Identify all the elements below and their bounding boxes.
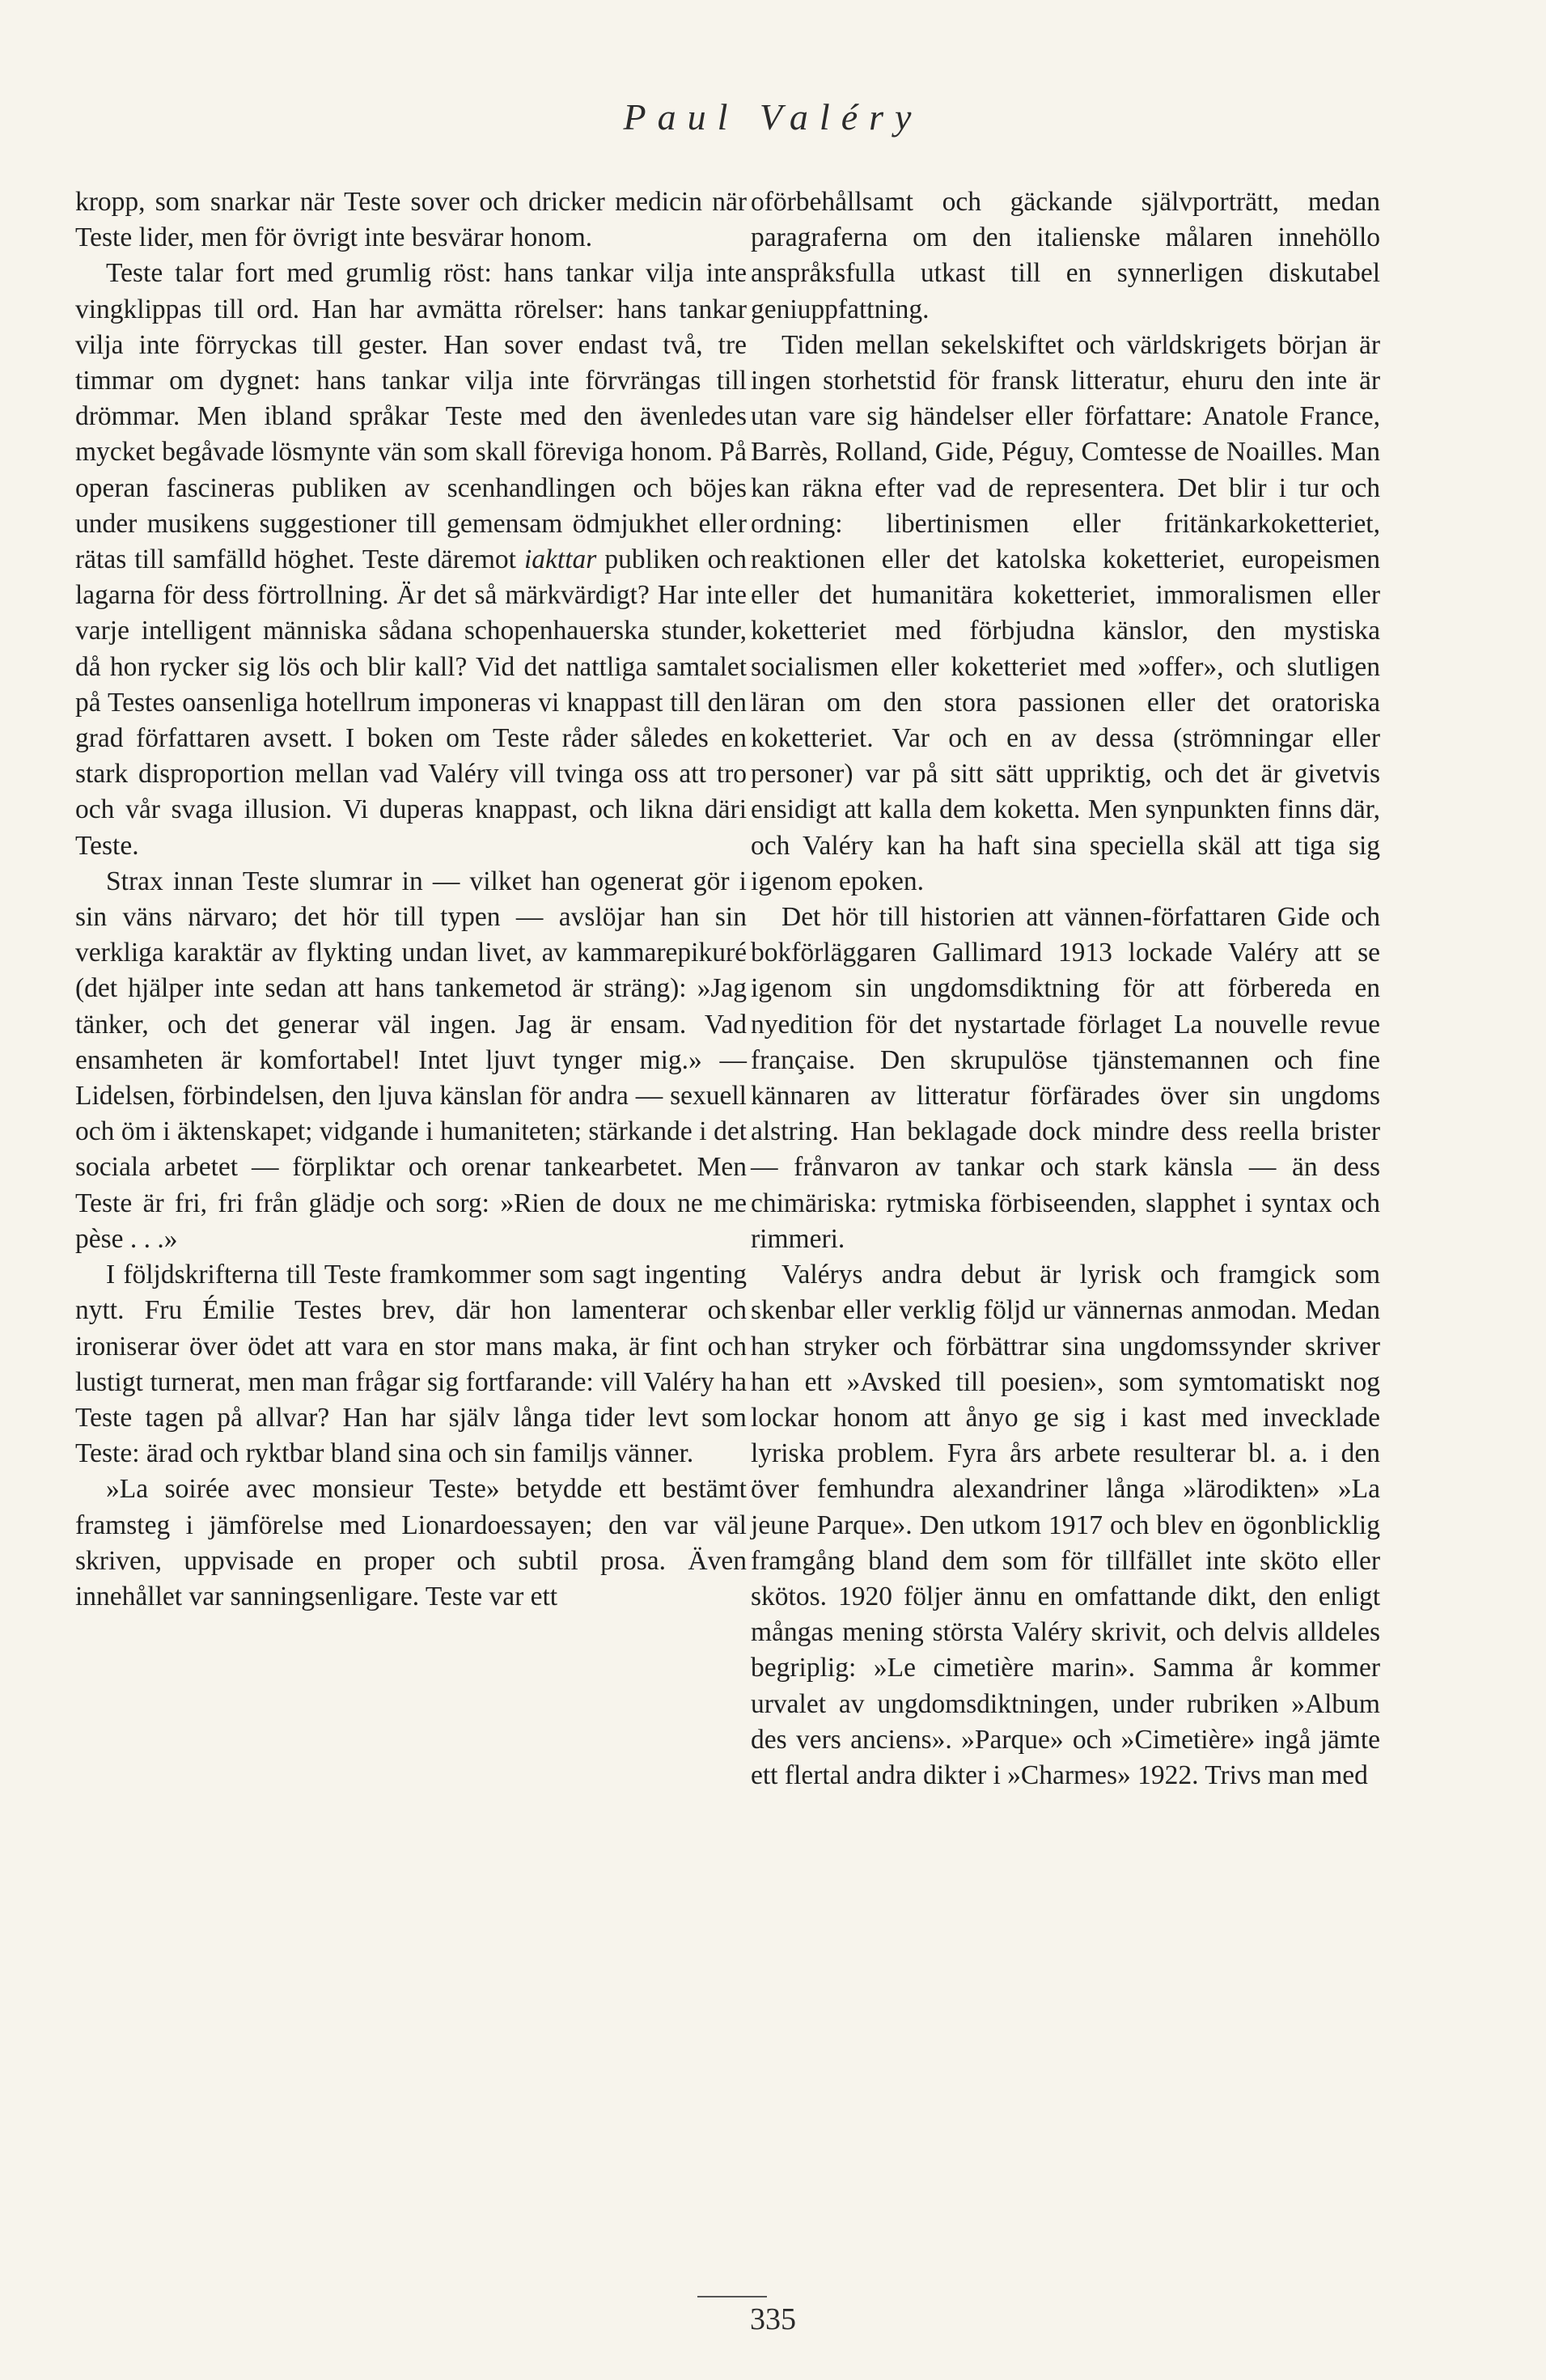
page-number-rule bbox=[697, 2296, 767, 2297]
paragraph: oförbehållsamt och gäckande självporträtt, medan paragraferna om den italienske målaren innehöllo anspråksfulla utkast till en synnerligen diskutabel geniuppfattning. bbox=[751, 187, 1380, 324]
running-header: Paul Valéry bbox=[623, 96, 923, 138]
paragraph: Tiden mellan sekelskiftet och världskrigets början är ingen storhetstid för fransk litteratur, ehuru den inte är utan vare sig händelser eller författare: Anatole France, Barrès, Rolland, Gide, Péguy, Comtesse de Noailles. Man kan räkna efter vad de representera. Det blir i tur och ordning: libertinismen eller fritänkarkoketteriet, reaktionen eller det katolska koketteriet, europeismen eller det humanitära koketteriet, immoralismen eller koketteriet med förbjudna känslor, den mystiska socialismen eller koketteriet med »offer», och slutligen läran om den stora passionen eller det oratoriska koketteriet. Var och en av dessa (strömningar eller personer) var på sitt sätt uppriktig, och det är givetvis ensidigt att kalla dem koketta. Men synpunkten finns där, och Valéry kan ha haft sina speciella skäl att tiga sig igenom epoken. bbox=[751, 329, 1380, 896]
page-number: 335 bbox=[750, 2302, 796, 2336]
paragraph: Valérys andra debut är lyrisk och framgick som skenbar eller verklig följd ur vännernas anmodan. Medan han stryker och förbättrar sina ungdomssynder skriver han ett »Avsked till poesien», som symtomatiskt nog lockar honom att ånyo ge sig i kast med invecklade lyriska problem. Fyra års arbete resulterar bl. a. i den över femhundra alexandriner långa »lärodikten» »La jeune Parque». Den utkom 1917 och blev en ögonblicklig framgång bland dem som för tillfället inte sköto eller skötos. 1920 följer ännu en omfattande dikt, den enligt mångas mening största Valéry skrivit, och delvis alldeles begriplig: »Le cimetière marin». Samma år kommer urvalet av ungdomsdiktningen, under rubriken »Album des vers anciens». »Parque» och »Cimetière» ingå jämte ett flertal andra dikter i »Charmes» 1922. Trivs man med bbox=[751, 1260, 1380, 1790]
paragraph: Strax innan Teste slumrar in — vilket han ogenerat gör i sin väns närvaro; det hör till typen — avslöjar han sin verkliga karaktär av flykting undan livet, av kammarepikuré (det hjälper inte sedan att hans tankemetod är sträng): »Jag tänker, och det generar väl ingen. Jag är ensam. Vad ensamheten är komfortabel! Intet ljuvt tynger mig.» — Lidelsen, förbindelsen, den ljuva känslan för andra — sexuell och öm i äktenskapet; vidgande i humaniteten; stärkande i det sociala arbetet — förpliktar och orenar tankearbetet. Men Teste är fri, fri från glädje och sorg: »Rien de doux ne me pèse . . .» bbox=[75, 866, 747, 1254]
paragraph: I följdskrifterna till Teste framkommer som sagt ingenting nytt. Fru Émilie Testes brev, där hon lamenterar och ironiserar över ödet att vara en stor mans maka, är fint och lustigt turnerat, men man frågar sig fortfarande: vill Valéry ha Teste tagen på allvar? Han har själv långa tider levt som Teste: ärad och ryktbar bland sina och sin familjs vänner. bbox=[75, 1260, 747, 1469]
paragraph: kropp, som snarkar när Teste sover och dricker medicin när Teste lider, men för övrigt inte besvärar honom. bbox=[75, 187, 747, 253]
paragraph: Det hör till historien att vännen-författaren Gide och bokförläggaren Gallimard 1913 lockade Valéry att se igenom sin ungdomsdiktning för att förbereda en nyedition för det nystartade förlaget La nouvelle revue française. Den skrupulöse tjänstemannen och fine kännaren av litteratur förfärades över sin ungdoms alstring. Han beklagade dock mindre dess reella brister — frånvaron av tankar och stark känsla — än dess chimäriska: rytmiska förbiseenden, slapphet i syntax och rimmeri. bbox=[751, 902, 1380, 1254]
paragraph bbox=[75, 256, 747, 863]
left-column bbox=[75, 184, 747, 1615]
paragraph: »La soirée avec monsieur Teste» betydde ett bestämt framsteg i jämförelse med Lionardoessayen; den var väl skriven, uppvisade en proper och subtil prosa. Även innehållet var sanningsenligare. Teste var ett bbox=[75, 1474, 747, 1611]
right-column bbox=[751, 184, 1380, 1793]
italic-word: iakttar bbox=[523, 544, 597, 575]
paragraph-text: Teste talar fort med grumlig röst: hans tankar vilja inte vingklippas till ord. Han har avmätta rörelser: hans tankar vilja inte förryckas till gester. Han sover endast två, tre timmar om dygnet: hans tankar vilja inte förvrängas till drömmar. Men ibland språkar Teste med den ävenledes mycket begåvade lösmynte vän som skall föreviga honom. På operan fascineras publiken av scenhandlingen och böjes under musikens suggestioner till gemensam ödmjukhet eller rätas till samfälld höghet. Teste däremot bbox=[75, 258, 747, 575]
paragraph-text: publiken och lagarna för dess förtrollning. Är det så märkvärdigt? Har inte varje intelligent människa sådana schopenhauerska stunder, då hon rycker sig lös och blir kall? Vid det nattliga samtalet på Testes oansenliga hotellrum imponeras vi knappast till den grad författaren avsett. I boken om Teste råder således en stark disproportion mellan vad Valéry vill tvinga oss att tro och vår svaga illusion. Vi duperas knappast, och likna däri Teste. bbox=[75, 544, 748, 861]
